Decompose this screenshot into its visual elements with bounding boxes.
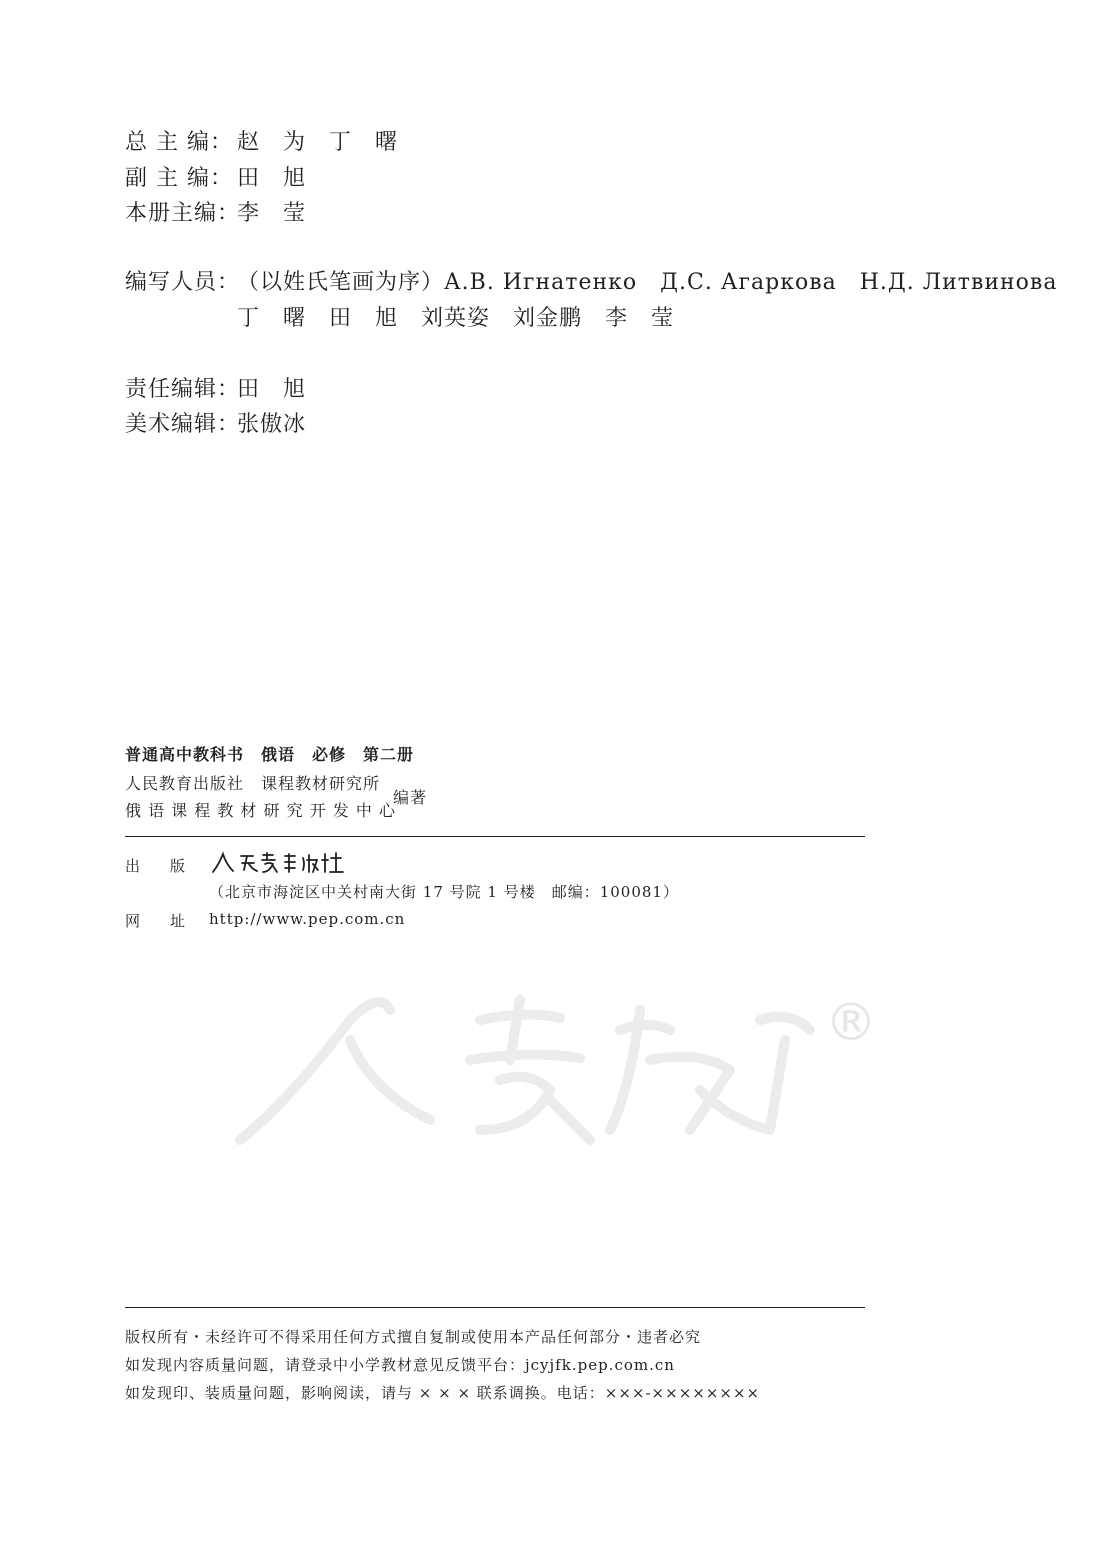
- writers-line-1: [125, 268, 1057, 298]
- writers-names-1: （以姓氏笔画为序）А.В. Игнатенко Д.С. Агаркова Н.Д. Литвинова: [237, 270, 1058, 295]
- credit-art-editor: [125, 410, 306, 440]
- credit-deputy-editor: [125, 164, 306, 194]
- credit-label: 副 主 编：: [125, 166, 233, 191]
- author-org-2: 俄 语 课 程 教 材 研 究 开 发 中 心: [125, 801, 396, 820]
- watermark-calligraphy-icon: [230, 980, 880, 1160]
- writers-names-2: 丁 曙 田 旭 刘英姿 刘金鹏 李 莹: [237, 306, 675, 331]
- credit-value: 田 旭: [237, 377, 307, 402]
- publisher-label: 出版: [125, 857, 216, 875]
- divider-bottom: [125, 1307, 865, 1308]
- credit-label: 责任编辑：: [125, 377, 241, 402]
- credit-value: 李 莹: [237, 201, 307, 226]
- credit-value: 张傲冰: [237, 412, 307, 437]
- website-label: 网址: [125, 912, 216, 930]
- publisher-logo-icon: [209, 850, 349, 876]
- credit-label: 总 主 编：: [125, 130, 233, 155]
- credit-value: 赵 为 丁 曙: [237, 130, 399, 155]
- watermark: [230, 980, 880, 1160]
- printing-notice: 如发现印、装质量问题，影响阅读，请与 × × × 联系调换。电话：×××-××××××××: [125, 1384, 761, 1402]
- credit-label: 本册主编：: [125, 201, 241, 226]
- writers-line-2: [237, 304, 674, 334]
- publisher-logo-text: 人民教育出版社: [209, 850, 216, 851]
- website-url[interactable]: http://www.pep.com.cn: [209, 910, 406, 928]
- book-title: 普通高中教科书 俄语 必修 第二册: [125, 745, 415, 764]
- divider-top: [125, 836, 865, 837]
- author-role: 编著: [393, 788, 428, 807]
- watermark-text: 人教版: [230, 980, 233, 981]
- credit-label: 美术编辑：: [125, 412, 241, 437]
- publisher-address: （北京市海淀区中关村南大街 17 号院 1 号楼 邮编：100081）: [209, 883, 679, 901]
- copyright-notice: 版权所有・未经许可不得采用任何方式擅自复制或使用本产品任何部分・违者必究: [125, 1328, 702, 1346]
- author-org-1: 人民教育出版社 课程教材研究所: [125, 774, 381, 793]
- watermark-registered-mark: ®: [825, 993, 877, 1053]
- credit-volume-editor: [125, 199, 306, 229]
- credit-chief-editor: [125, 128, 398, 158]
- credit-value: 田 旭: [237, 166, 307, 191]
- feedback-notice: 如发现内容质量问题，请登录中小学教材意见反馈平台：jcyjfk.pep.com.cn: [125, 1356, 675, 1374]
- writers-label: 编写人员：: [125, 270, 241, 295]
- credit-responsible-editor: [125, 375, 306, 405]
- publisher-logo: [209, 850, 349, 880]
